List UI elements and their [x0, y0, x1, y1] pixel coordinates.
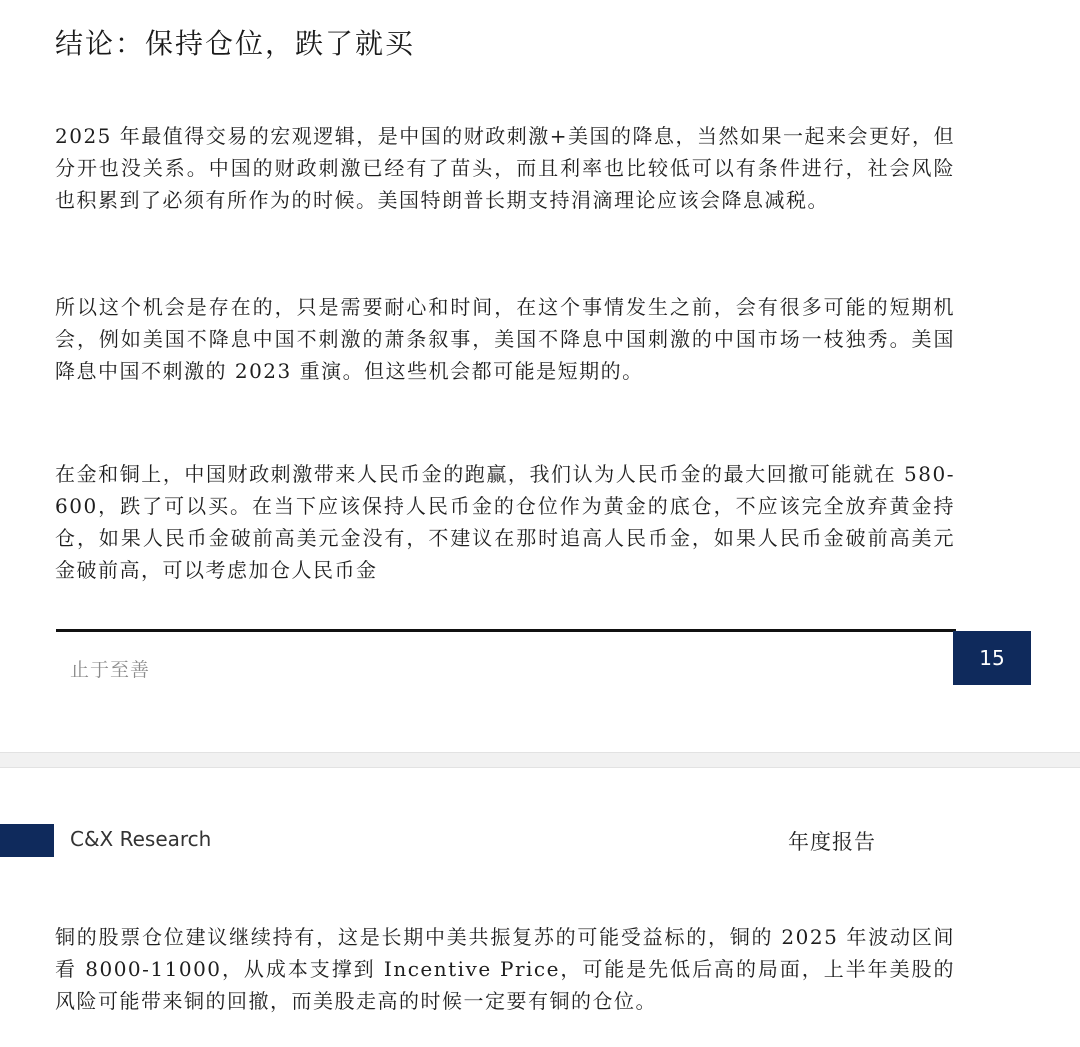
page-separator — [0, 752, 1080, 768]
header-brand-name: C&X Research — [70, 827, 212, 851]
page-number-badge: 15 — [953, 631, 1031, 685]
header-report-type: 年度报告 — [788, 830, 876, 854]
header-brand-block — [0, 824, 54, 857]
paragraph-gold-copper: 在金和铜上，中国财政刺激带来人民币金的跑赢，我们认为人民币金的最大回撤可能就在 580-600，跌了可以买。在当下应该保持人民币金的仓位作为黄金的底仓，不应该完全放弃黄金持仓，如果人民币金破前高美元金没有，不建议在那时追高人民币金，如果人民币金破前高美元金破前高，可以考虑加仓人民币金 — [55, 462, 955, 582]
footer-divider — [56, 629, 956, 632]
section-title: 结论：保持仓位，跌了就买 — [55, 27, 416, 60]
paragraph-macro-logic: 2025 年最值得交易的宏观逻辑，是中国的财政刺激+美国的降息，当然如果一起来会更好，但分开也没关系。中国的财政刺激已经有了苗头，而且利率也比较低可以有条件进行，社会风险也积累到了必须有所作为的时候。美国特朗普长期支持涓滴理论应该会降息减税。 — [55, 124, 956, 212]
paragraph-copper-position: 铜的股票仓位建议继续持有，这是长期中美共振复苏的可能受益标的，铜的 2025 年波动区间看 8000-11000，从成本支撑到 Incentive Price，可能是先低后高的局面，上半年美股的风险可能带来铜的回撤，而美股走高的时候一定要有铜的仓位。 — [55, 925, 955, 1013]
paragraph-short-term-opportunities: 所以这个机会是存在的，只是需要耐心和时间，在这个事情发生之前，会有很多可能的短期机会，例如美国不降息中国不刺激的萧条叙事，美国不降息中国刺激的中国市场一枝独秀。美国降息中国不刺激的 2023 重演。但这些机会都可能是短期的。 — [55, 295, 955, 383]
footer-motto: 止于至善 — [70, 659, 151, 681]
